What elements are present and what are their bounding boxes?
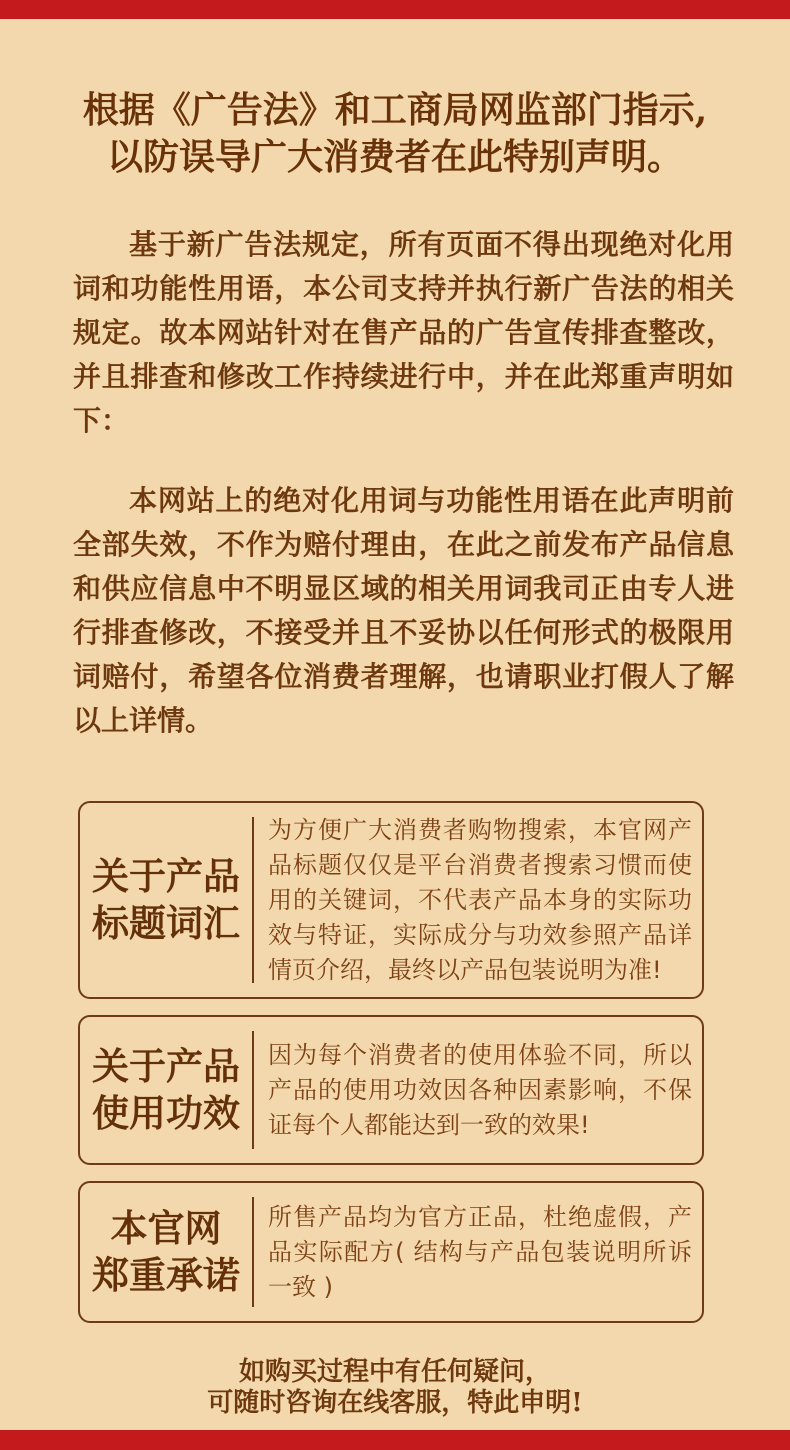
notice-box-label-line-2: 郑重承诺 xyxy=(92,1253,240,1297)
notice-box-label xyxy=(80,1043,252,1137)
footer-note-line-1: 如购买过程中有任何疑问， xyxy=(238,1357,551,1387)
notice-box-text: 因为每个消费者的使用体验不同，所以产品的使用功效因各种因素影响，不保证每个人都能达到一致的效果! xyxy=(268,1040,692,1139)
statement-body xyxy=(73,223,734,743)
paragraph-intro: 基于新广告法规定，所有页面不得出现绝对化用词和功能性用语，本公司支持并执行新广告法的相关规定。故本网站针对在售产品的广告宣传排查整改，并且排查和修改工作持续进行中，并在此郑重声明如下： xyxy=(73,228,734,437)
notice-box-label xyxy=(80,853,252,947)
bottom-red-bar xyxy=(0,1430,790,1450)
paragraph-declaration: 本网站上的绝对化用词与功能性用语在此声明前全部失效，不作为赔付理由，在此之前发布产品信息和供应信息中不明显区域的相关用词我司正由专人进行排查修改，不接受并且不妥协以任何形式的极限用词赔付，希望各位消费者理解，也请职业打假人了解以上详情。 xyxy=(73,484,734,737)
title-line-1: 根据《广告法》和工商局网监部门指示, xyxy=(82,89,708,131)
notice-box-label-line-1: 本官网 xyxy=(110,1206,222,1250)
notice-box-text: 为方便广大消费者购物搜索，本官网产品标题仅仅是平台消费者搜索习惯而使用的关键词，不代表产品本身的实际功效与特证，实际成分与功效参照产品详情页介绍，最终以产品包装说明为准! xyxy=(268,815,692,984)
notice-box-list xyxy=(78,801,704,1323)
page-title xyxy=(0,0,790,181)
footer-note-line-2: 可随时咨询在线客服，特此申明! xyxy=(207,1388,583,1418)
notice-box-label xyxy=(80,1205,252,1299)
footer-note xyxy=(0,1357,790,1419)
notice-box-label-line-1: 关于产品 xyxy=(92,854,240,898)
notice-box-text: 所售产品均为官方正品，杜绝虚假，产品实际配方( 结构与产品包装说明所诉一致 ) xyxy=(268,1202,692,1301)
notice-box-label-line-2: 使用功效 xyxy=(92,1091,240,1135)
notice-box-official-promise xyxy=(78,1181,704,1323)
top-red-bar xyxy=(0,0,790,19)
notice-box-label-line-1: 关于产品 xyxy=(92,1044,240,1088)
notice-box-product-effect xyxy=(78,1015,704,1165)
title-line-2: 以防误导广大消费者在此特别声明。 xyxy=(106,136,683,178)
notice-box-label-line-2: 标题词汇 xyxy=(92,901,240,945)
notice-box-product-title-keywords xyxy=(78,801,704,999)
